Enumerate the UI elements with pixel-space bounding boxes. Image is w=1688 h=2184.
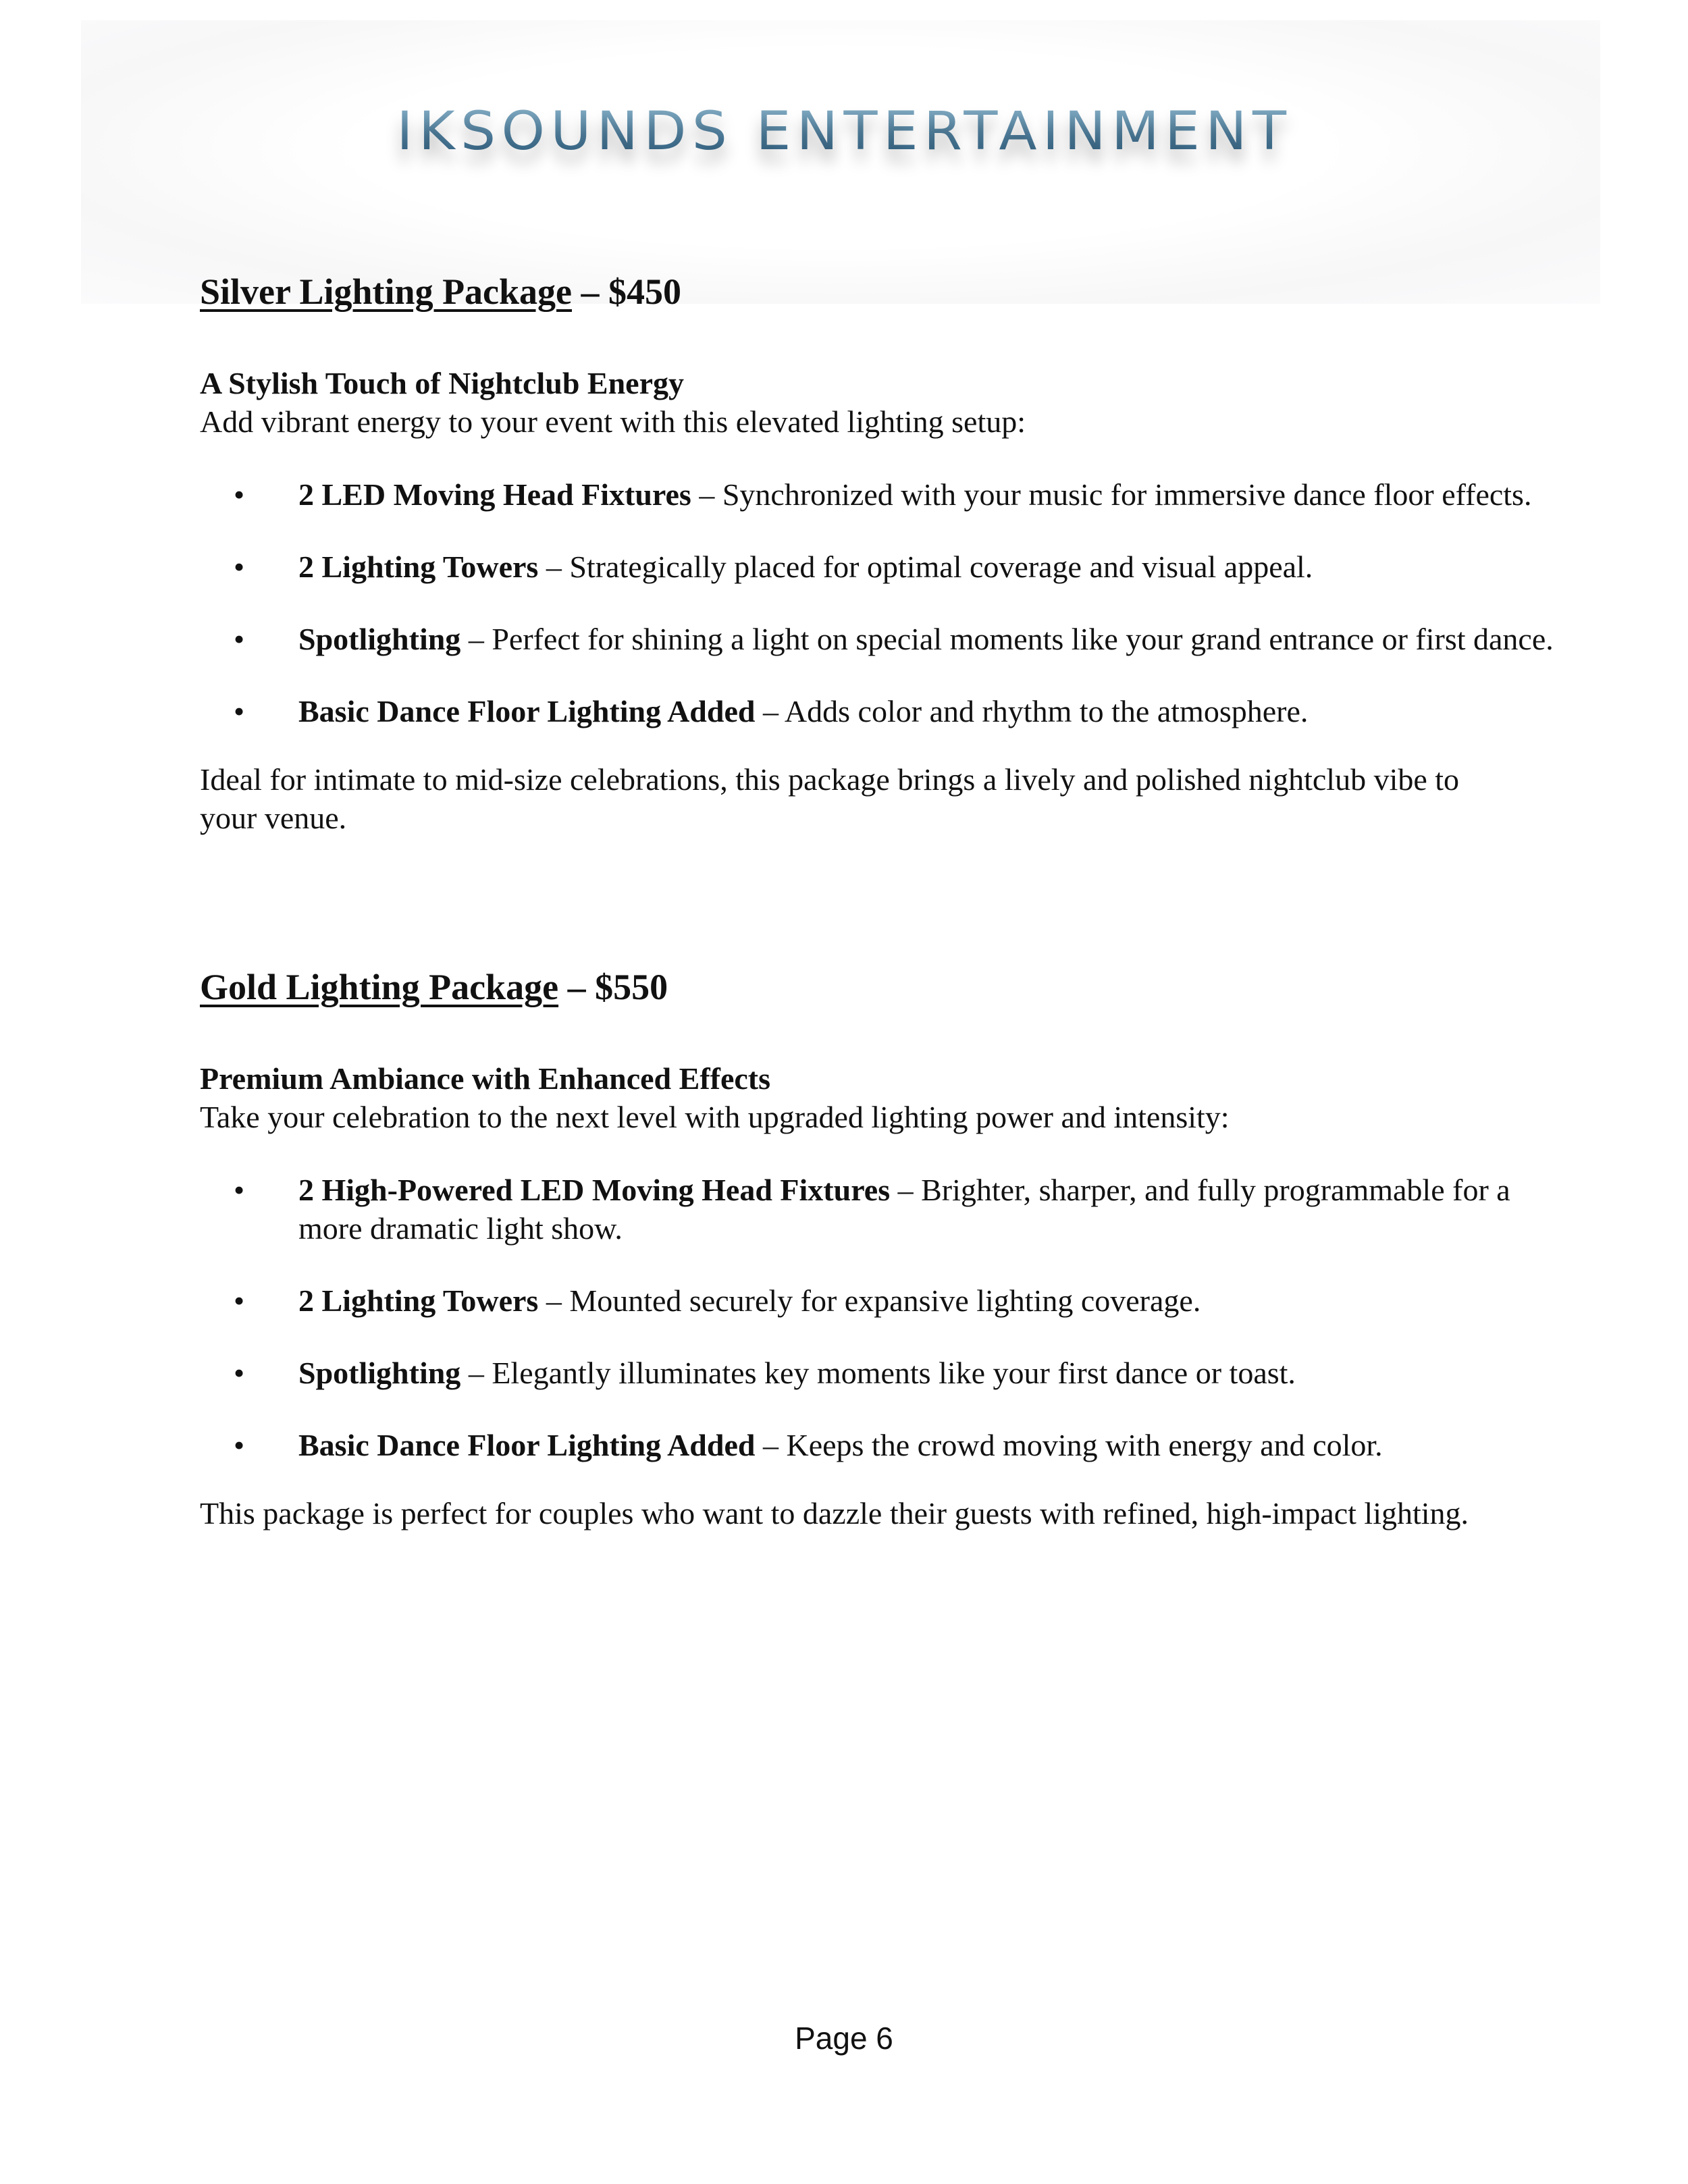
gold-package-intro: Take your celebration to the next level with upgraded lighting power and intensity: (200, 1100, 1230, 1135)
feature-title: Spotlighting (298, 1355, 461, 1390)
feature-title: Spotlighting (298, 621, 461, 656)
feature-description: – Brighter, sharper, and fully programmable for a more dramatic light show. (298, 1172, 1510, 1246)
silver-package-subtitle: A Stylish Touch of Nightclub Energy (200, 365, 685, 400)
list-item (200, 548, 1554, 586)
silver-package-closing: Ideal for intimate to mid-size celebrations, this package brings a lively and polished nightclub vibe to your venue. (200, 762, 1460, 835)
silver-package-title (200, 270, 1496, 314)
gold-package-price: – $550 (558, 966, 668, 1007)
bullet-icon: • (234, 1283, 245, 1318)
page-number: Page 6 (795, 2021, 893, 2056)
silver-package-name: Silver Lighting Package (200, 271, 573, 312)
feature-title: 2 LED Moving Head Fixtures (298, 477, 691, 512)
list-item (200, 692, 1554, 730)
bullet-icon: • (234, 621, 245, 656)
feature-title: 2 High-Powered LED Moving Head Fixtures (298, 1172, 891, 1207)
gold-package-title (200, 965, 1496, 1009)
list-item (200, 1354, 1554, 1392)
bullet-icon: • (234, 549, 245, 584)
feature-description: – Strategically placed for optimal coverage and visual appeal. (538, 549, 1313, 584)
silver-feature-list (200, 475, 1554, 730)
bullet-icon: • (234, 693, 245, 728)
list-item (200, 1171, 1554, 1248)
company-logo: IKSOUNDS ENTERTAINMENT (382, 101, 1306, 162)
feature-description: – Mounted securely for expansive lighting coverage. (538, 1283, 1201, 1318)
gold-package-name: Gold Lighting Package (200, 966, 559, 1007)
list-item (200, 1281, 1554, 1320)
bullet-icon: • (234, 477, 245, 512)
bullet-icon: • (234, 1172, 245, 1207)
gold-package-subtitle: Premium Ambiance with Enhanced Effects (200, 1061, 771, 1096)
gold-package-closing: This package is perfect for couples who want to dazzle their guests with refined, high-impact lighting. (200, 1495, 1469, 1530)
list-item (200, 1426, 1554, 1464)
silver-package-price: – $450 (572, 271, 682, 312)
list-item (200, 475, 1554, 514)
feature-title: Basic Dance Floor Lighting Added (298, 1427, 756, 1462)
header-band (81, 20, 1600, 304)
bullet-icon: • (234, 1355, 245, 1390)
silver-package-intro: Add vibrant energy to your event with this elevated lighting setup: (200, 404, 1026, 440)
silver-package-section (200, 270, 1554, 837)
feature-description: – Elegantly illuminates key moments like your first dance or toast. (460, 1355, 1296, 1390)
list-item (200, 620, 1554, 658)
feature-title: Basic Dance Floor Lighting Added (298, 693, 756, 728)
bullet-icon: • (234, 1427, 245, 1462)
gold-feature-list (200, 1171, 1510, 1464)
logo-container (0, 101, 1688, 162)
feature-description: – Perfect for shining a light on special moments like your grand entrance or first dance. (460, 621, 1554, 656)
gold-package-section (200, 965, 1510, 1533)
feature-description: – Adds color and rhythm to the atmosphere. (755, 693, 1309, 728)
feature-description: – Keeps the crowd moving with energy and color. (755, 1427, 1383, 1462)
feature-title: 2 Lighting Towers (298, 549, 539, 584)
feature-description: – Synchronized with your music for immersive dance floor effects. (691, 477, 1532, 512)
page-content (200, 270, 1554, 1533)
feature-title: 2 Lighting Towers (298, 1283, 539, 1318)
